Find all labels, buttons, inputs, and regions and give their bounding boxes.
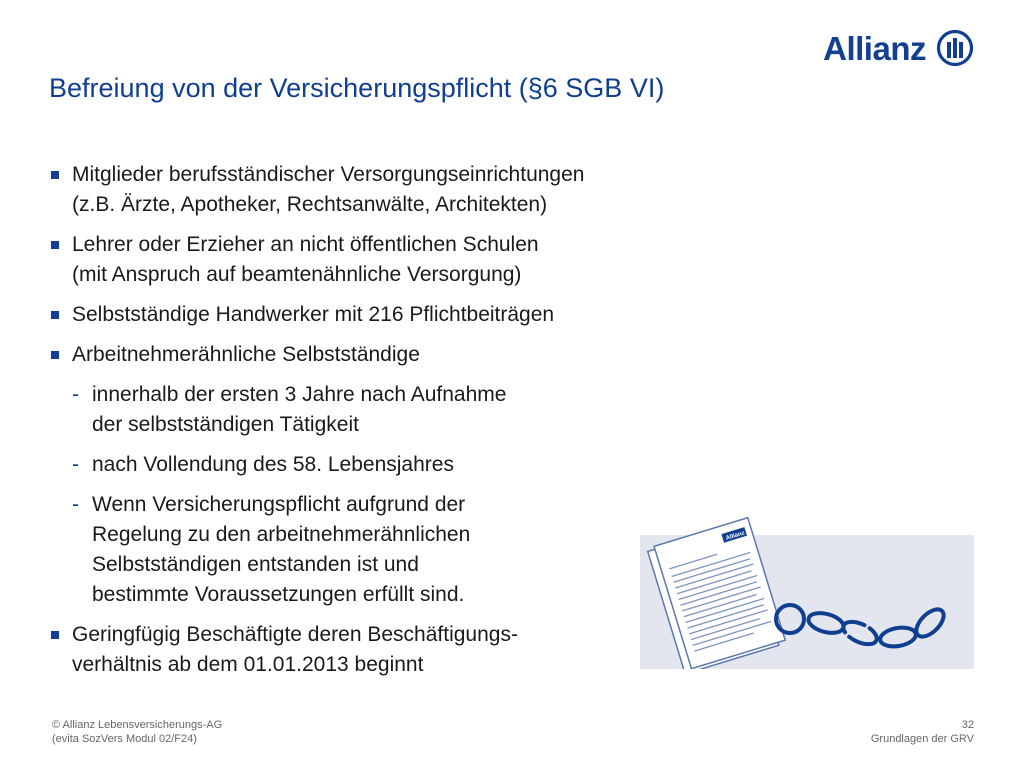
list-item <box>50 300 690 330</box>
list-item <box>50 160 690 220</box>
sub-list-item-text: Regelung zu den arbeitnehmerähnlichen <box>92 523 471 546</box>
source-text: (evita SozVers Modul 02/F24) <box>52 733 197 745</box>
list-item <box>50 340 690 370</box>
logo-wordmark: Allianz <box>823 29 926 67</box>
list-item-text: (mit Anspruch auf beamtenähnliche Versorgung) <box>72 263 522 286</box>
sub-list-item-text: innerhalb der ersten 3 Jahre nach Aufnahme <box>92 383 507 406</box>
list-item-text: Lehrer oder Erzieher an nicht öffentlichen Schulen <box>72 233 539 256</box>
document-with-broken-chain-icon <box>640 511 974 669</box>
square-bullet-icon <box>51 171 59 179</box>
sub-list-item <box>50 490 690 610</box>
footer-meta <box>871 718 974 746</box>
sub-list-item-text: der selbstständigen Tätigkeit <box>92 413 359 436</box>
bullet-list <box>50 160 690 690</box>
list-item-text: (z.B. Ärzte, Apotheker, Rechtsanwälte, Architekten) <box>72 193 548 216</box>
section-name: Grundlagen der GRV <box>870 733 974 745</box>
list-item-text: Selbstständige Handwerker mit 216 Pflichtbeiträgen <box>72 303 555 326</box>
document-chain-illustration <box>640 530 974 669</box>
square-bullet-icon <box>51 311 59 319</box>
sub-list-item-text: Selbstständigen entstanden ist und <box>92 553 419 576</box>
list-item-text: Geringfügig Beschäftigte deren Beschäftigungs- <box>72 623 518 646</box>
footer-copyright <box>52 718 222 746</box>
list-item <box>50 230 690 290</box>
allianz-eagle-icon <box>936 29 974 67</box>
list-item-text: Mitglieder berufsständischer Versorgungseinrichtungen <box>72 163 585 186</box>
page-number: 32 <box>961 719 974 731</box>
dash-bullet: - <box>72 383 79 406</box>
sub-list-item <box>50 450 690 480</box>
list-item-text: Arbeitnehmerähnliche Selbstständige <box>72 343 420 366</box>
dash-bullet: - <box>72 493 79 516</box>
list-item <box>50 620 690 680</box>
sub-list-item-text: Wenn Versicherungspflicht aufgrund der <box>92 493 466 516</box>
sub-list-item-text: nach Vollendung des 58. Lebensjahres <box>92 453 454 476</box>
dash-bullet: - <box>72 453 79 476</box>
sub-list-item <box>50 380 690 440</box>
sub-list-item-text: bestimmte Voraussetzungen erfüllt sind. <box>92 583 465 606</box>
square-bullet-icon <box>51 351 59 359</box>
copyright-text: © Allianz Lebensversicherungs-AG <box>52 719 223 731</box>
page-title: Befreiung von der Versicherungspflicht (§6 SGB VI) <box>49 73 665 103</box>
allianz-logo <box>823 29 974 67</box>
doc-logo-text: Allianz <box>725 530 746 542</box>
square-bullet-icon <box>51 631 59 639</box>
square-bullet-icon <box>51 241 59 249</box>
list-item-text: verhältnis ab dem 01.01.2013 beginnt <box>72 653 424 676</box>
